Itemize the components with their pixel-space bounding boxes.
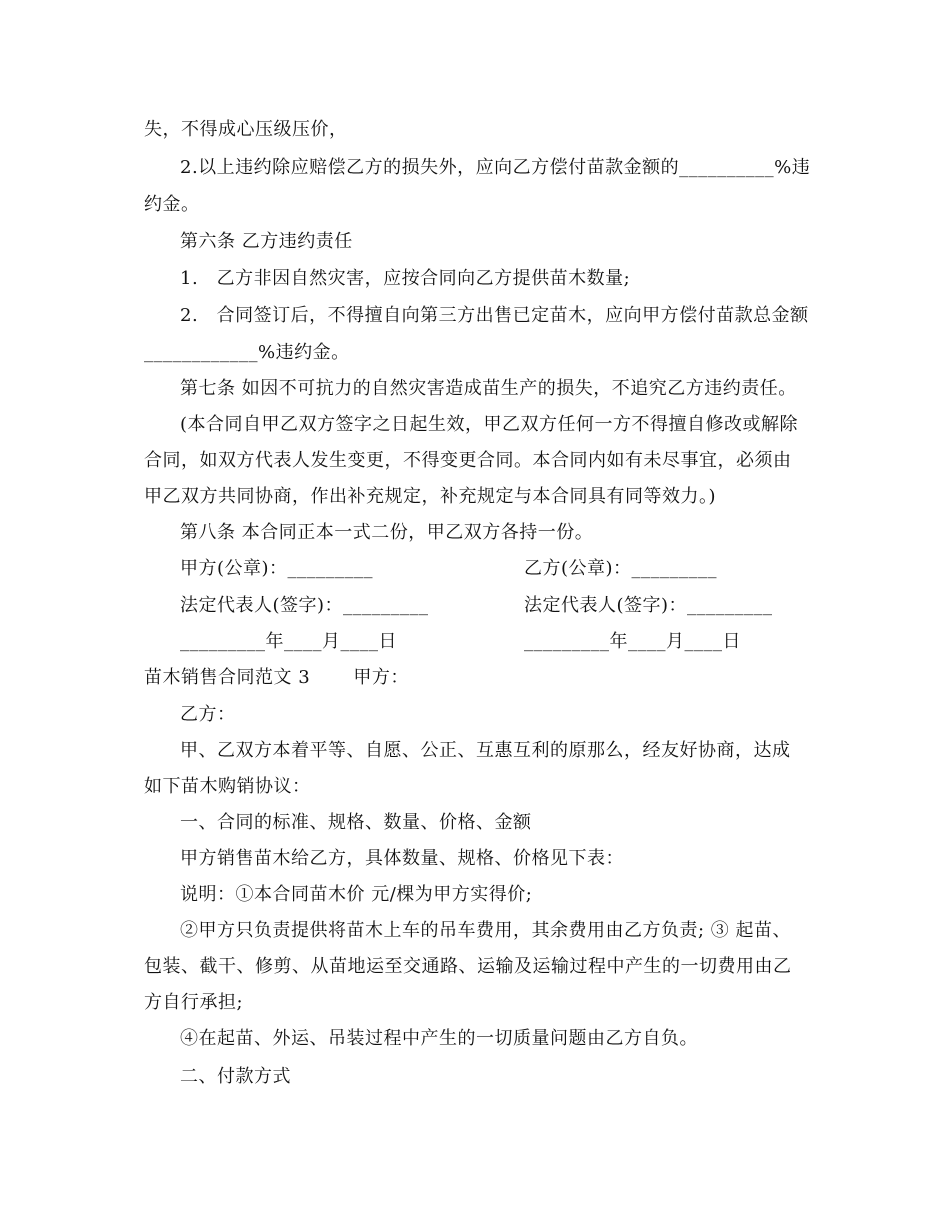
text-line: 说明：①本合同苗木价 元/棵为甲方实得价; — [180, 884, 533, 905]
text-line: 1. 乙方非因自然灾害，应按合同向乙方提供苗木数量; — [180, 268, 631, 289]
party-a-date: _________年____月____日 — [180, 631, 397, 652]
section-heading: 二、付款方式 — [180, 1066, 291, 1087]
party-a-seal: 甲方(公章)：_________ — [180, 558, 374, 579]
text-line: 如下苗木购销协议： — [144, 776, 311, 797]
section-heading: 第八条 本合同正本一式二份，甲乙双方各持一份。 — [180, 522, 594, 543]
section-heading: 一、合同的标准、规格、数量、价格、金额 — [180, 812, 532, 833]
text-line: 2. 合同签订后，不得擅自向第三方出售已定苗木，应向甲方偿付苗款总金额 — [180, 305, 809, 326]
text-line: ②甲方只负责提供将苗木上车的吊车费用，其余费用由乙方负责; ③ 起苗、 — [180, 920, 792, 941]
text-line: ____________%违约金。 — [144, 342, 350, 363]
text-line: 失，不得成心压级压价， — [144, 119, 348, 140]
text-line: (本合同自甲乙双方签字之日起生效，甲乙双方任何一方不得擅自修改或解除 — [180, 414, 799, 435]
section-heading: 第六条 乙方违约责任 — [180, 231, 353, 252]
section-heading: 第七条 如因不可抗力的自然灾害造成苗生产的损失，不追究乙方违约责任。 — [180, 378, 797, 399]
contract-title: 苗木销售合同范文 3 甲方： — [144, 667, 409, 688]
party-b-representative: 法定代表人(签字)：_________ — [524, 595, 773, 616]
text-line: 约金。 — [144, 194, 200, 215]
text-line: 甲方销售苗木给乙方，具体数量、规格、价格见下表： — [180, 848, 624, 869]
party-b-date: _________年____月____日 — [524, 631, 741, 652]
party-b-seal: 乙方(公章)：_________ — [524, 558, 718, 579]
text-line: 乙方： — [180, 704, 236, 725]
text-line: 合同，如双方代表人发生变更，不得变更合同。本合同内如有未尽事宜，必须由 — [144, 450, 792, 471]
text-line: 包装、截干、修剪、从苗地运至交通路、运输及运输过程中产生的一切费用由乙 — [144, 956, 792, 977]
text-line: ④在起苗、外运、吊装过程中产生的一切质量问题由乙方自负。 — [180, 1028, 698, 1049]
party-a-representative: 法定代表人(签字)：_________ — [180, 595, 429, 616]
text-line: 方自行承担; — [144, 992, 244, 1013]
text-line: 甲、乙双方本着平等、自愿、公正、互惠互利的原那么，经友好协商，达成 — [180, 740, 791, 761]
text-line: 甲乙双方共同协商，作出补充规定，补充规定与本合同具有同等效力。) — [144, 486, 717, 507]
text-line: 2.以上违约除应赔偿乙方的损失外，应向乙方偿付苗款金额的__________%违 — [180, 157, 811, 178]
